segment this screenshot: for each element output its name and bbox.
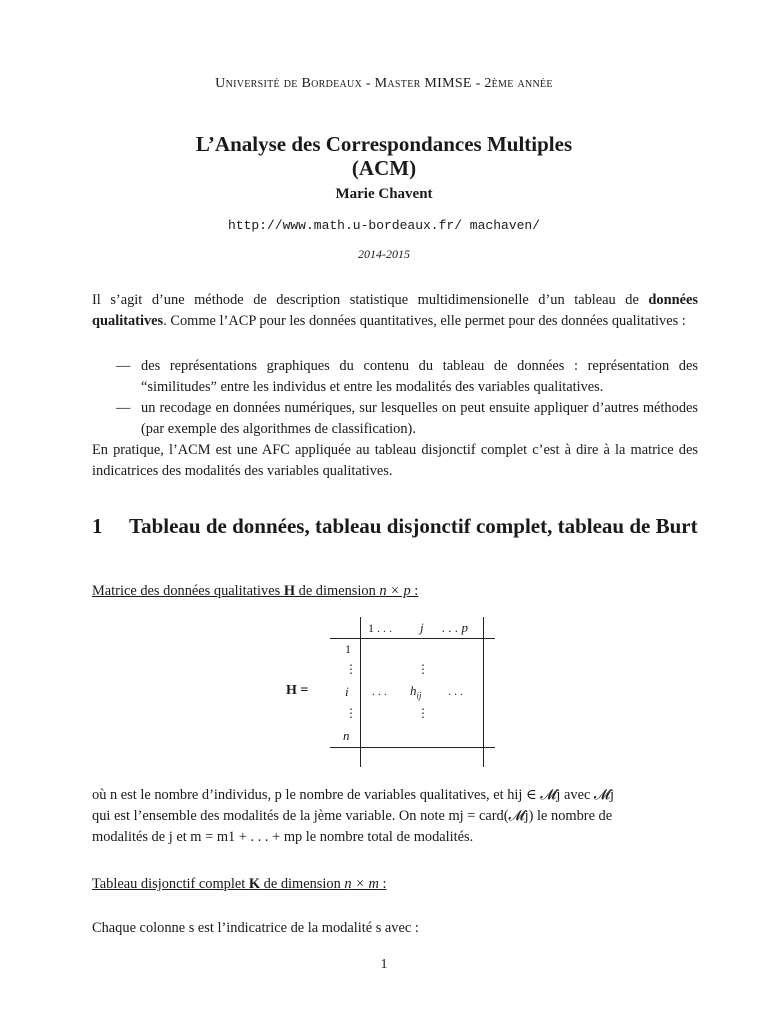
cell-subscript-ij: ij (416, 690, 422, 701)
matrix-right-border (483, 617, 484, 767)
matrix-h (286, 617, 500, 767)
matrix-label: H = (286, 683, 309, 698)
caption-text: : (378, 876, 387, 892)
cell-hdots-left: . . . (372, 684, 387, 698)
list-item (116, 356, 698, 398)
matrix-top-border (330, 638, 495, 639)
intro-paragraph (92, 290, 698, 332)
column-indicator-text: Chaque colonne s est l’indicatrice de la modalité s avec : (92, 920, 419, 936)
col-header-p: . . . p (442, 620, 468, 635)
explanation-line-1: où n est le nombre d’individus, p le nombre de variables qualitatives, et hij ∈ 𝓜j avec 𝓜j (92, 787, 615, 803)
list-item (116, 398, 698, 440)
intro-text-a: Il s’agit d’une méthode de description statistique multidimensionelle d’un tableau de (92, 292, 649, 308)
cell-vdots-bottom: ⋮ (417, 706, 429, 720)
caption-dimension: n × m (344, 876, 379, 892)
section-number: 1 (92, 514, 103, 538)
page-number: 1 (380, 957, 388, 972)
university-header: Université de Bordeaux - Master MIMSE - 2ème année (215, 76, 553, 91)
caption-text: : (410, 583, 419, 599)
intro-text-c: . Comme l’ACP pour les données quantitatives, elle permet pour des données qualitatives : (163, 313, 686, 329)
title-line-2: (ACM) (351, 156, 417, 180)
row-i: i (345, 684, 349, 699)
section-title: Tableau de données, tableau disjonctif complet, tableau de Burt (129, 514, 698, 538)
col-header-first: 1 . . . (368, 621, 392, 635)
row-n: n (343, 728, 350, 743)
explanation-line-3: modalités de j et m = m1 + . . . + mp le nombre total de modalités. (92, 829, 474, 845)
row-vdots-top: ⋮ (345, 662, 357, 676)
matrix-bottom-border (330, 747, 495, 748)
dash-bullet: — (116, 400, 131, 416)
cell-vdots-top: ⋮ (417, 662, 429, 676)
matrix-explanation (92, 785, 698, 848)
author-name: Marie Chavent (335, 186, 433, 202)
author-url[interactable]: http://www.math.u-bordeaux.fr/ machaven/ (227, 218, 541, 233)
col-header-j: j (420, 620, 424, 635)
caption-symbol-h: H (283, 583, 296, 599)
caption-text: de dimension (260, 876, 345, 892)
bullet-text-2: un recodage en données numériques, sur lesquelles on peut ensuite appliquer d’autres méthodes (par exemple des algorithmes de classification). (141, 400, 698, 437)
row-1: 1 (345, 642, 351, 656)
practice-paragraph: En pratique, l’ACM est une AFC appliquée au tableau disjonctif complet c’est à dire à la matrice des indicatrices des modalités des variables qualitatives. (92, 442, 698, 479)
caption-symbol-k: K (248, 876, 261, 892)
caption-text: Tableau disjonctif complet (92, 876, 249, 892)
cell-hdots-right: . . . (448, 684, 463, 698)
matrix-left-border (360, 617, 361, 767)
row-vdots-bottom: ⋮ (345, 706, 357, 720)
dash-bullet: — (116, 358, 131, 374)
cell-h: h (410, 683, 417, 698)
intro-bold-term: données qualitatives (92, 292, 698, 329)
table-k-caption (92, 876, 387, 893)
caption-text: Matrice des données qualitatives (92, 583, 284, 599)
title-line-1: L’Analyse des Correspondances Multiples (195, 132, 573, 156)
caption-dimension: n × p (379, 583, 411, 599)
caption-text: de dimension (295, 583, 380, 599)
matrix-h-caption (92, 583, 418, 600)
document-title (0, 132, 768, 180)
explanation-line-2: qui est l’ensemble des modalités de la jème variable. On note mj = card(𝓜j) le nombre de (92, 808, 613, 824)
bullet-text-1: des représentations graphiques du contenu du tableau de données : représentation des “similitudes” entre les individus et entre les modalités des variables qualitatives. (141, 358, 698, 395)
academic-year: 2014-2015 (358, 247, 410, 261)
cell-hij (410, 683, 422, 701)
